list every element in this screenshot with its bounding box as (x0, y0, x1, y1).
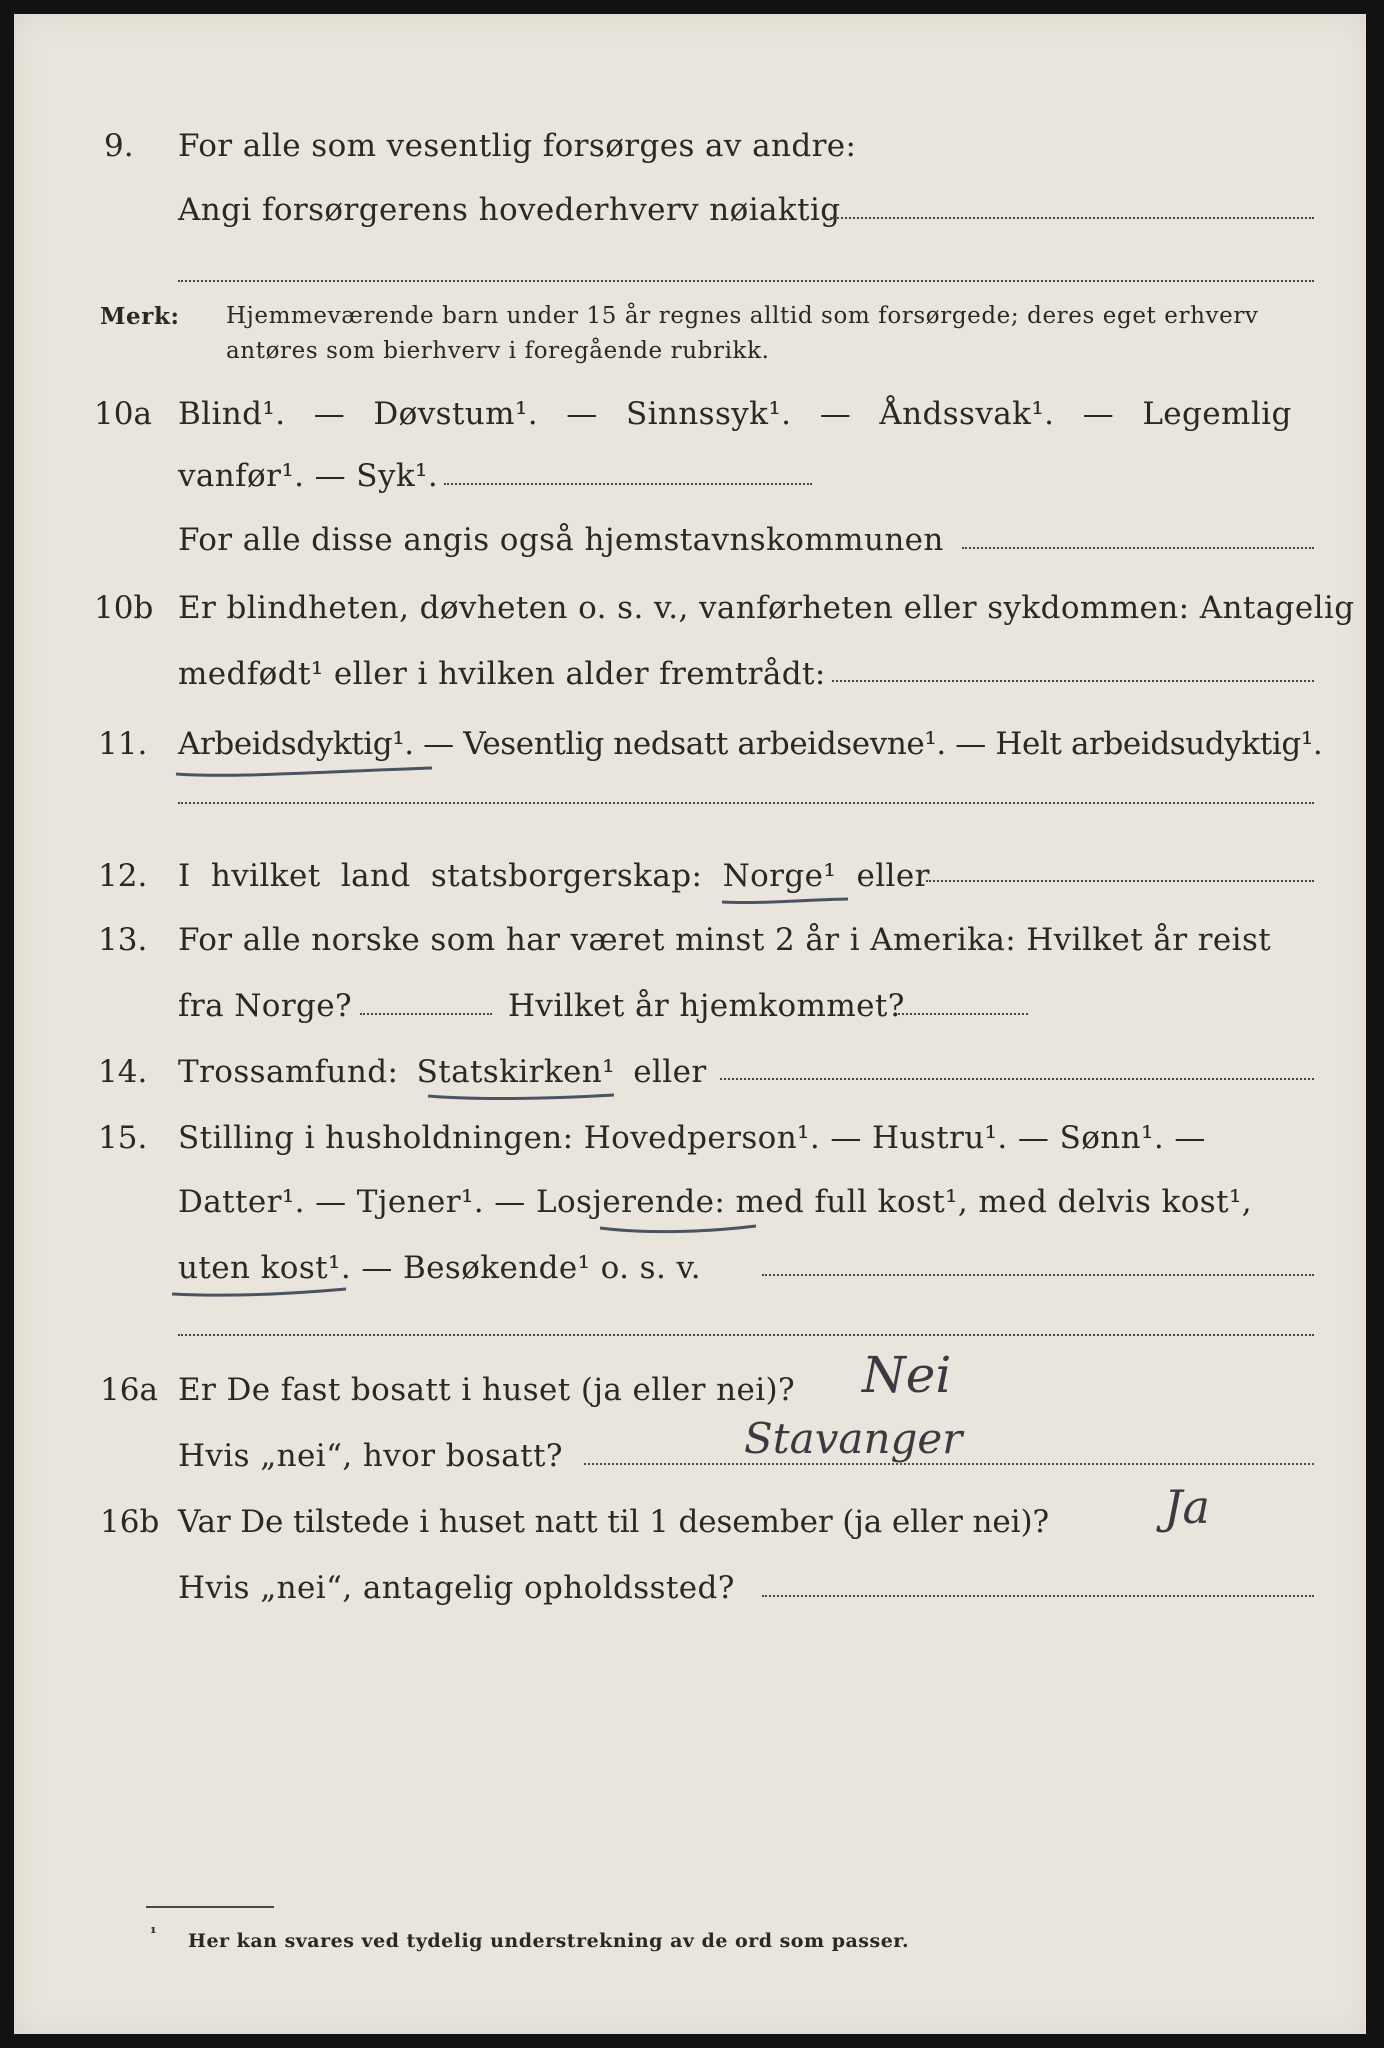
answer-line-15b (178, 1334, 1314, 1336)
handwritten-answer-16a-place: Stavanger (744, 1414, 963, 1463)
handwritten-answer-16b: Ja (1164, 1480, 1210, 1534)
question-10b-number: 10b (94, 590, 154, 626)
question-16b-sub: Hvis „nei“, antagelig opholdssted? (178, 1570, 735, 1606)
footnote-text: Her kan svares ved tydelig understrekning av de ord som passer. (188, 1930, 910, 1952)
footnote-rule (146, 1906, 274, 1908)
question-15-sub: Datter¹. — Tjener¹. — Losjerende: med full kost¹, med delvis kost¹, (178, 1184, 1253, 1220)
question-9-number: 9. (104, 128, 134, 164)
answer-line-11 (178, 802, 1314, 804)
answer-line-9 (830, 217, 1314, 219)
handwritten-underline-losjerende (598, 1222, 758, 1238)
question-14-text: Trossamfund: Statskirken¹ eller (178, 1054, 707, 1090)
question-10a-sub: vanfør¹. — Syk¹. (178, 458, 439, 494)
answer-line-10b (832, 680, 1314, 682)
question-12-text: I hvilket land statsborgerskap: Norge¹ eller (178, 858, 930, 894)
question-10a-sub2: For alle disse angis også hjemstavnskommunen (178, 522, 944, 558)
handwritten-underline-uten-kost (170, 1284, 350, 1300)
question-9-sub: Angi forsørgerens hovederhverv nøiaktig (178, 192, 841, 228)
question-16b-text: Var De tilstede i huset natt til 1 desember (ja eller nei)? (178, 1504, 1049, 1540)
question-16a-text: Er De fast bosatt i huset (ja eller nei)? (178, 1372, 796, 1408)
merk-label: Merk: (100, 303, 180, 330)
question-15-number: 15. (98, 1120, 148, 1156)
census-form-page (14, 14, 1366, 2034)
answer-line-10a-b (962, 547, 1314, 549)
question-16a-sub: Hvis „nei“, hvor bosatt? (178, 1438, 563, 1474)
question-11-number: 11. (98, 726, 148, 762)
handwritten-underline-statskirken (426, 1090, 616, 1104)
answer-line-10a (444, 483, 812, 485)
question-15-text: Stilling i husholdningen: Hovedperson¹. — Hustru¹. — Sønn¹. — (178, 1120, 1206, 1156)
question-10a-text: Blind¹. — Døvstum¹. — Sinnssyk¹. — Åndssvak¹. — Legemlig (178, 396, 1292, 432)
question-16a-number: 16a (100, 1372, 158, 1408)
answer-line-15 (762, 1274, 1314, 1276)
answer-line-14 (720, 1078, 1314, 1080)
handwritten-underline-arbeidsdyktig (174, 762, 434, 782)
answer-line-12 (926, 880, 1314, 882)
question-13-text: For alle norske som har været minst 2 år i Amerika: Hvilket år reist (178, 922, 1272, 958)
question-9-text: For alle som vesentlig forsørges av andre: (178, 128, 857, 164)
question-10b-sub: medfødt¹ eller i hvilken alder fremtrådt: (178, 656, 826, 692)
question-13-number: 13. (98, 922, 148, 958)
answer-line-16a (584, 1463, 1314, 1465)
answer-line-13a (360, 1013, 492, 1015)
question-10a-number: 10a (94, 396, 152, 432)
question-10b-text: Er blindheten, døvheten o. s. v., vanførheten eller sykdommen: Antagelig (178, 590, 1355, 626)
question-13-sub-b: Hvilket år hjemkommet? (508, 988, 905, 1024)
answer-line-9b (178, 280, 1314, 282)
question-14-number: 14. (98, 1054, 148, 1090)
handwritten-underline-norge (720, 894, 850, 908)
handwritten-answer-16a: Nei (862, 1346, 952, 1404)
answer-line-13b (898, 1013, 1028, 1015)
question-12-number: 12. (98, 858, 148, 894)
question-13-sub-a: fra Norge? (178, 988, 353, 1024)
merk-text-2: antøres som bierhverv i foregående rubrikk. (226, 338, 770, 364)
merk-text-1: Hjemmeværende barn under 15 år regnes alltid som forsørgede; deres eget erhverv (226, 303, 1259, 329)
answer-line-16b (762, 1595, 1314, 1597)
question-15-sub2: uten kost¹. — Besøkende¹ o. s. v. (178, 1250, 701, 1286)
question-16b-number: 16b (100, 1504, 160, 1540)
question-11-text: Arbeidsdyktig¹. — Vesentlig nedsatt arbeidsevne¹. — Helt arbeidsudyktig¹. (178, 726, 1323, 762)
footnote-mark: ¹ (150, 1924, 158, 1942)
